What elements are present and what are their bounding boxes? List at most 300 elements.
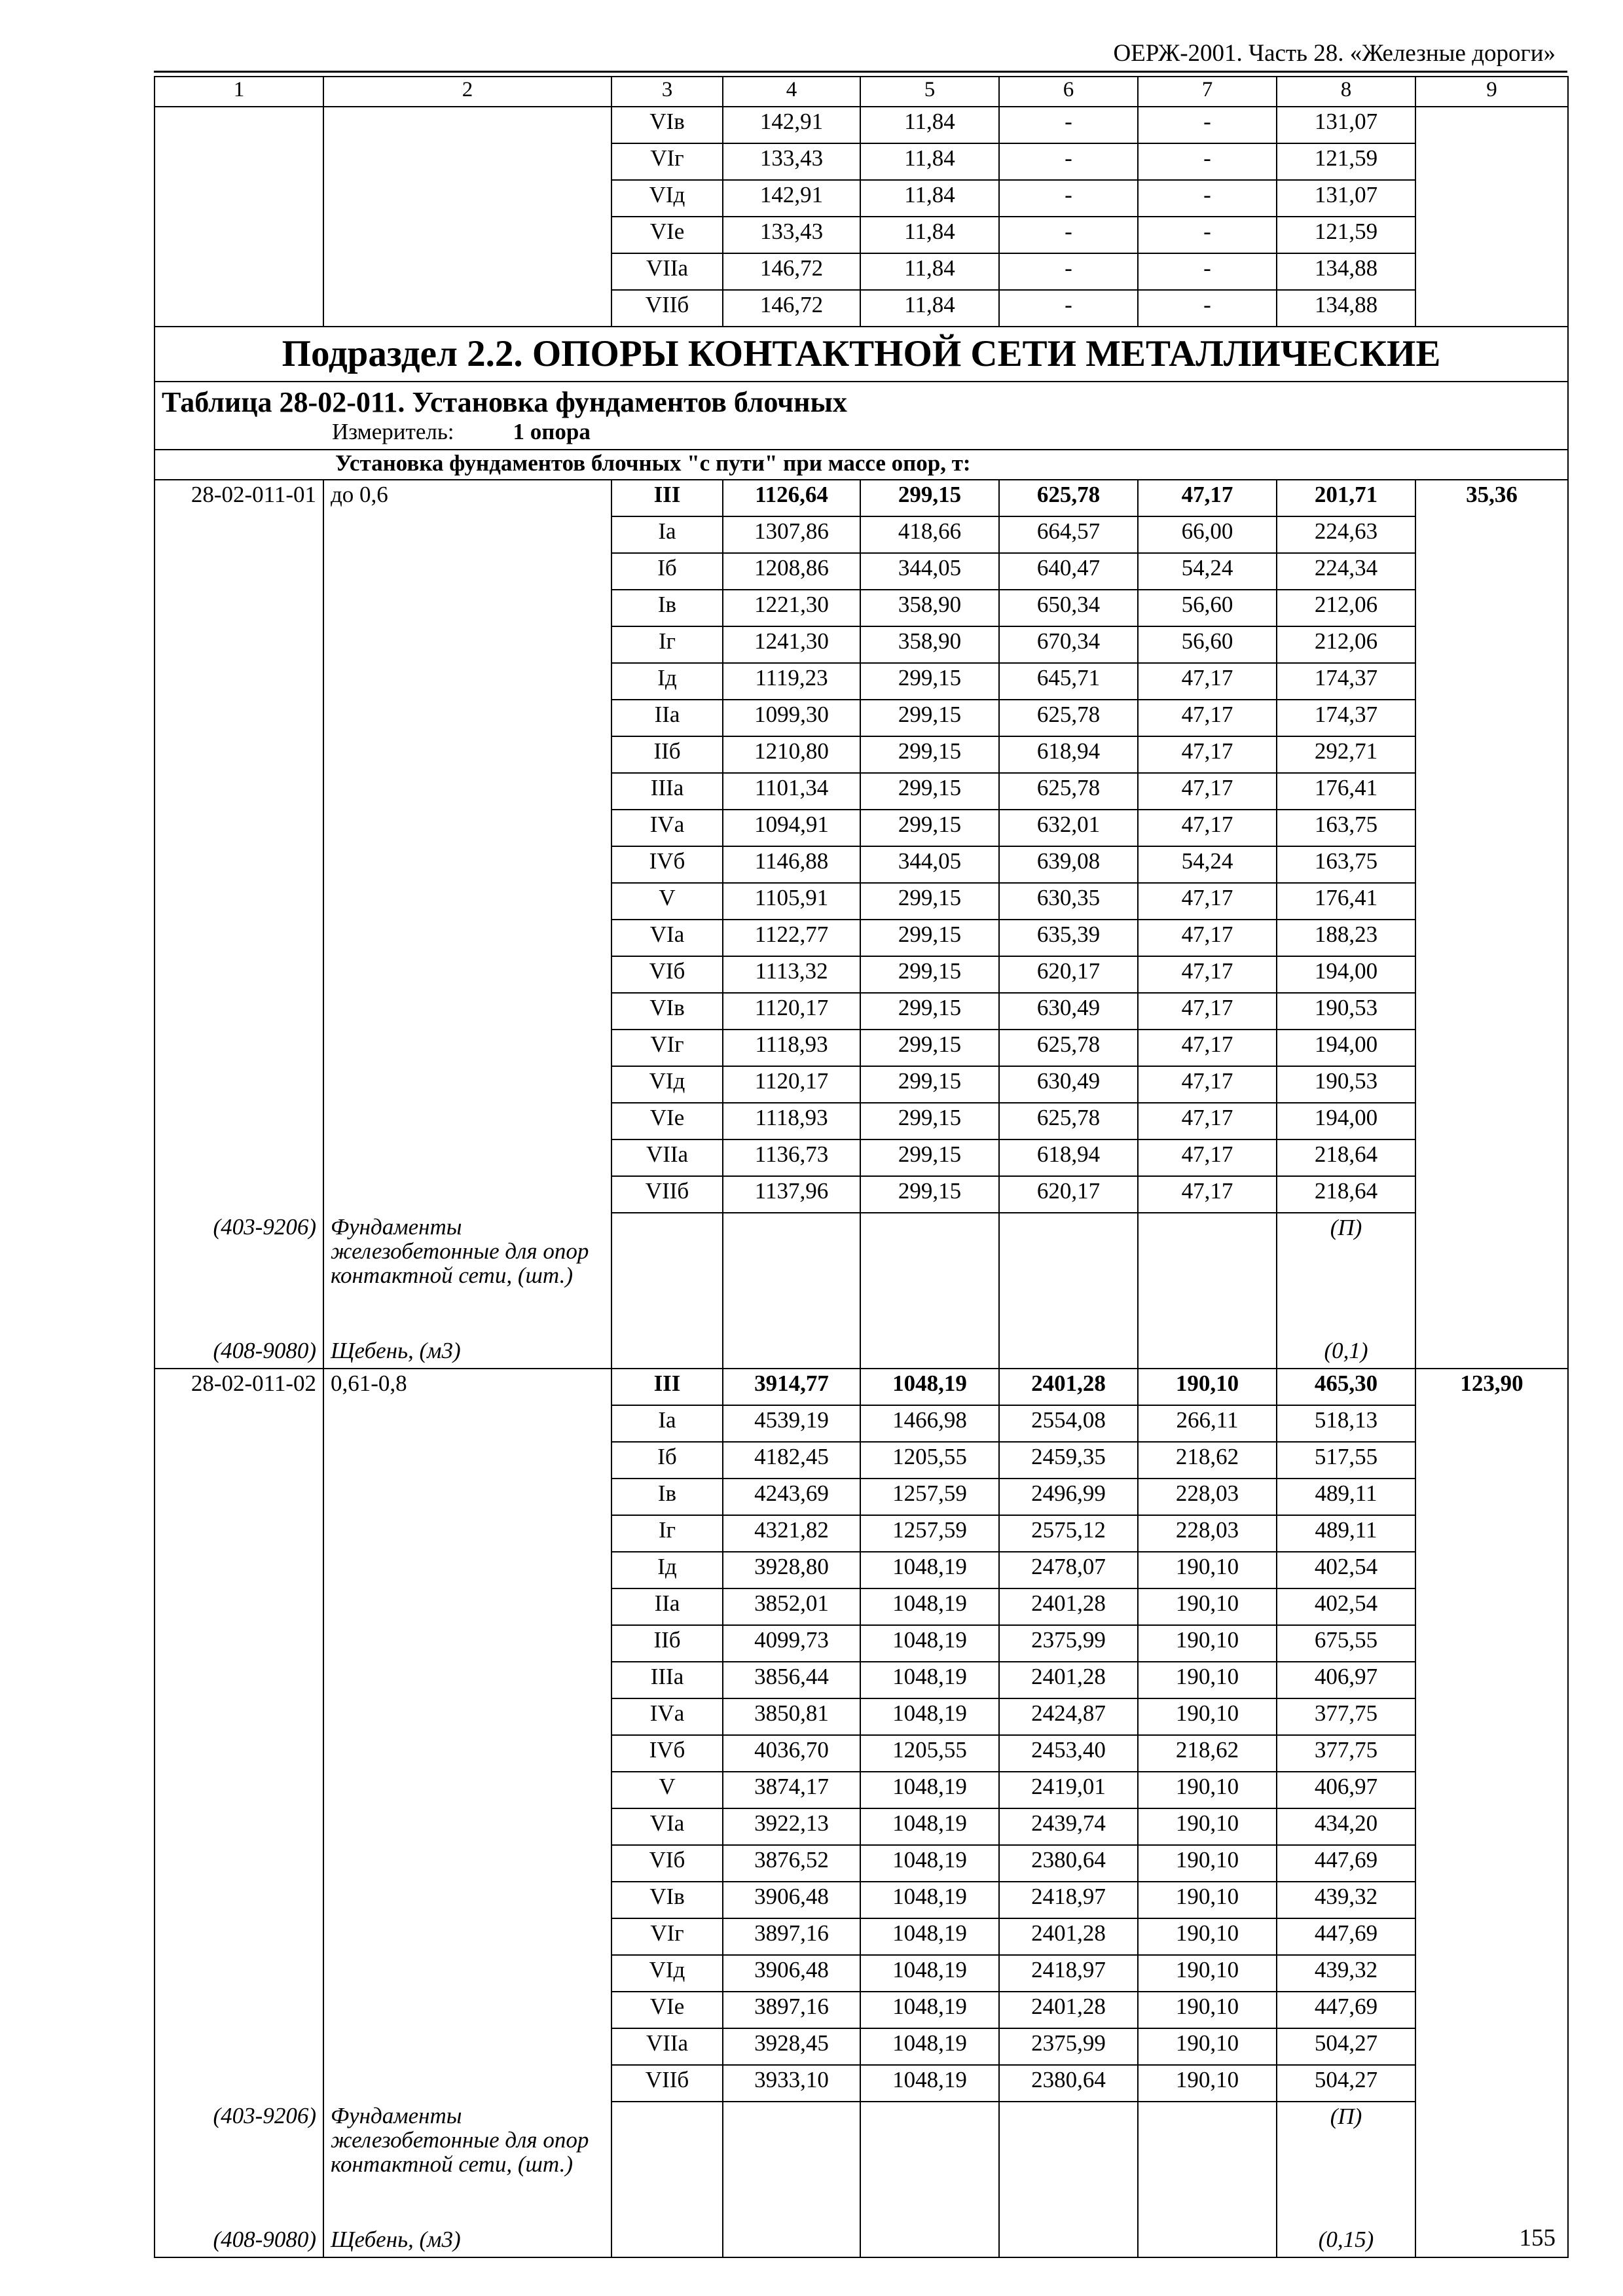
value-cell: 2575,12 xyxy=(999,1515,1138,1552)
rate-name xyxy=(323,773,611,810)
rate-name xyxy=(323,1882,611,1918)
value-cell: 47,17 xyxy=(1138,773,1277,810)
value-cell: 2424,87 xyxy=(999,1698,1138,1735)
material-row xyxy=(155,2225,1568,2257)
rate-code xyxy=(155,1955,323,1992)
value-cell: 54,24 xyxy=(1138,553,1277,590)
value-cell: 299,15 xyxy=(860,1103,999,1139)
value-cell: 190,53 xyxy=(1277,993,1415,1030)
empty-cell xyxy=(611,1336,723,1369)
column-number: 9 xyxy=(1415,77,1568,107)
value-cell: 439,32 xyxy=(1277,1955,1415,1992)
rate-name xyxy=(323,1955,611,1992)
rate-code xyxy=(155,180,323,217)
value-cell: 1120,17 xyxy=(723,1066,860,1103)
table-row xyxy=(155,1808,1568,1845)
rate-name xyxy=(323,1176,611,1213)
value-cell: 4539,19 xyxy=(723,1405,860,1442)
table-row xyxy=(155,107,1568,143)
value-cell: 1241,30 xyxy=(723,626,860,663)
rate-code xyxy=(155,1992,323,2028)
rate-code xyxy=(155,2065,323,2102)
rate-code xyxy=(155,993,323,1030)
header-rule xyxy=(154,71,1567,73)
rate-code xyxy=(155,1625,323,1662)
value-cell: - xyxy=(1138,253,1277,290)
col9-cell xyxy=(1415,1479,1568,1515)
value-cell: 299,15 xyxy=(860,700,999,736)
value-cell: 465,30 xyxy=(1277,1369,1415,1405)
rate-name xyxy=(323,1808,611,1845)
value-cell: 188,23 xyxy=(1277,920,1415,956)
value-cell: - xyxy=(1138,290,1277,327)
col9-cell xyxy=(1415,290,1568,327)
value-cell: 190,10 xyxy=(1138,1992,1277,2028)
value-cell: 190,10 xyxy=(1138,1918,1277,1955)
zone-cell: VIе xyxy=(611,1992,723,2028)
value-cell: 190,10 xyxy=(1138,1698,1277,1735)
table-row xyxy=(155,516,1568,553)
value-cell: 190,10 xyxy=(1138,1808,1277,1845)
zone-cell: Iа xyxy=(611,1405,723,1442)
value-cell: 131,07 xyxy=(1277,180,1415,217)
zone-cell: IIа xyxy=(611,700,723,736)
col9-cell xyxy=(1415,663,1568,700)
meter-label: Измеритель: xyxy=(332,420,454,444)
rate-name xyxy=(323,1515,611,1552)
value-cell: 625,78 xyxy=(999,773,1138,810)
rate-name xyxy=(323,2028,611,2065)
rate-name xyxy=(323,993,611,1030)
zone-cell: VIв xyxy=(611,107,723,143)
col9-cell xyxy=(1415,553,1568,590)
value-cell: 201,71 xyxy=(1277,480,1415,516)
zone-cell: VIв xyxy=(611,993,723,1030)
value-cell: 620,17 xyxy=(999,956,1138,993)
value-cell: 2439,74 xyxy=(999,1808,1138,1845)
value-cell: 1048,19 xyxy=(860,2065,999,2102)
value-cell: 228,03 xyxy=(1138,1479,1277,1515)
zone-cell: IIа xyxy=(611,1588,723,1625)
col9-cell xyxy=(1415,1103,1568,1139)
empty-cell xyxy=(1138,2102,1277,2225)
empty-cell xyxy=(1138,1336,1277,1369)
value-cell: 406,97 xyxy=(1277,1662,1415,1698)
rate-name xyxy=(323,1735,611,1772)
rate-name xyxy=(323,1698,611,1735)
value-cell: 11,84 xyxy=(860,180,999,217)
col9-cell xyxy=(1415,2065,1568,2102)
value-cell: 176,41 xyxy=(1277,883,1415,920)
rate-code xyxy=(155,1698,323,1735)
value-cell: 1048,19 xyxy=(860,1552,999,1588)
value-cell: - xyxy=(999,290,1138,327)
rate-name xyxy=(323,590,611,626)
rate-code xyxy=(155,1176,323,1213)
col9-cell xyxy=(1415,993,1568,1030)
rate-code xyxy=(155,1662,323,1698)
col9-cell xyxy=(1415,516,1568,553)
value-cell: 664,57 xyxy=(999,516,1138,553)
value-cell: 47,17 xyxy=(1138,810,1277,846)
rate-name xyxy=(323,700,611,736)
value-cell: 3922,13 xyxy=(723,1808,860,1845)
value-cell: 639,08 xyxy=(999,846,1138,883)
value-cell: 212,06 xyxy=(1277,626,1415,663)
zone-cell: VIд xyxy=(611,180,723,217)
value-cell: 1094,91 xyxy=(723,810,860,846)
table-title: Таблица 28-02-011. Установка фундаментов блочных xyxy=(155,382,1568,420)
value-cell: 620,17 xyxy=(999,1176,1138,1213)
value-cell: 47,17 xyxy=(1138,1176,1277,1213)
value-cell: 625,78 xyxy=(999,1030,1138,1066)
value-cell: 4243,69 xyxy=(723,1479,860,1515)
value-cell: 2401,28 xyxy=(999,1662,1138,1698)
empty-cell xyxy=(723,2102,860,2225)
value-cell: - xyxy=(999,217,1138,253)
value-cell: 1101,34 xyxy=(723,773,860,810)
empty-cell xyxy=(1415,1213,1568,1336)
rate-code xyxy=(155,1139,323,1176)
value-cell: 121,59 xyxy=(1277,143,1415,180)
value-cell: 2478,07 xyxy=(999,1552,1138,1588)
zone-cell: V xyxy=(611,1772,723,1808)
empty-cell xyxy=(723,1336,860,1369)
value-cell: 163,75 xyxy=(1277,846,1415,883)
rate-name: 0,61-0,8 xyxy=(323,1369,611,1405)
value-cell: 163,75 xyxy=(1277,810,1415,846)
rate-code xyxy=(155,663,323,700)
col9-cell: 123,90 xyxy=(1415,1369,1568,1405)
value-cell: 47,17 xyxy=(1138,1066,1277,1103)
value-cell: 4099,73 xyxy=(723,1625,860,1662)
value-cell: 630,35 xyxy=(999,883,1138,920)
rate-code xyxy=(155,253,323,290)
zone-cell: IVб xyxy=(611,846,723,883)
zone-cell: Iв xyxy=(611,590,723,626)
col9-cell xyxy=(1415,2028,1568,2065)
value-cell: 47,17 xyxy=(1138,480,1277,516)
empty-cell xyxy=(611,2102,723,2225)
value-cell: 66,00 xyxy=(1138,516,1277,553)
zone-cell: Iг xyxy=(611,626,723,663)
value-cell: 133,43 xyxy=(723,143,860,180)
value-cell: 2418,97 xyxy=(999,1882,1138,1918)
value-cell: 1119,23 xyxy=(723,663,860,700)
col9-cell xyxy=(1415,1808,1568,1845)
table-row xyxy=(155,180,1568,217)
empty-cell xyxy=(860,2225,999,2257)
zone-cell: Iа xyxy=(611,516,723,553)
value-cell: 1137,96 xyxy=(723,1176,860,1213)
value-cell: 1048,19 xyxy=(860,1992,999,2028)
material-value: (0,15) xyxy=(1277,2225,1415,2257)
value-cell: 2375,99 xyxy=(999,1625,1138,1662)
value-cell: 3856,44 xyxy=(723,1662,860,1698)
table-row xyxy=(155,956,1568,993)
rate-name xyxy=(323,1845,611,1882)
value-cell: 212,06 xyxy=(1277,590,1415,626)
rate-code xyxy=(155,883,323,920)
table-row xyxy=(155,1588,1568,1625)
value-cell: 194,00 xyxy=(1277,956,1415,993)
col9-cell xyxy=(1415,626,1568,663)
value-cell: 1120,17 xyxy=(723,993,860,1030)
rate-name xyxy=(323,846,611,883)
zone-cell: VIг xyxy=(611,143,723,180)
value-cell: 670,34 xyxy=(999,626,1138,663)
page-header: ОЕРЖ-2001. Часть 28. «Железные дороги» xyxy=(1113,40,1556,67)
material-code: (408-9080) xyxy=(155,2225,323,2257)
col9-cell xyxy=(1415,1066,1568,1103)
zone-cell: Iв xyxy=(611,1479,723,1515)
table-row xyxy=(155,1442,1568,1479)
rate-code xyxy=(155,1918,323,1955)
zone-cell: VIIа xyxy=(611,2028,723,2065)
rate-code xyxy=(155,626,323,663)
value-cell: 3876,52 xyxy=(723,1845,860,1882)
value-cell: 292,71 xyxy=(1277,736,1415,773)
value-cell: 56,60 xyxy=(1138,626,1277,663)
table-row xyxy=(155,480,1568,516)
table-row xyxy=(155,590,1568,626)
value-cell: 2496,99 xyxy=(999,1479,1138,1515)
col9-cell xyxy=(1415,1882,1568,1918)
table-row xyxy=(155,626,1568,663)
table-row xyxy=(155,253,1568,290)
value-cell: 2401,28 xyxy=(999,1918,1138,1955)
rate-code xyxy=(155,1442,323,1479)
rate-name xyxy=(323,253,611,290)
value-cell: 121,59 xyxy=(1277,217,1415,253)
rate-code xyxy=(155,1882,323,1918)
value-cell: 517,55 xyxy=(1277,1442,1415,1479)
rate-code xyxy=(155,143,323,180)
value-cell: 632,01 xyxy=(999,810,1138,846)
value-cell: 224,63 xyxy=(1277,516,1415,553)
value-cell: 625,78 xyxy=(999,700,1138,736)
zone-cell: III xyxy=(611,1369,723,1405)
column-number: 1 xyxy=(155,77,323,107)
column-number: 4 xyxy=(723,77,860,107)
rate-name xyxy=(323,1552,611,1588)
column-number-row xyxy=(155,77,1568,107)
column-number: 6 xyxy=(999,77,1138,107)
table-row xyxy=(155,1845,1568,1882)
value-cell: 299,15 xyxy=(860,810,999,846)
column-number: 3 xyxy=(611,77,723,107)
col9-cell xyxy=(1415,920,1568,956)
value-cell: 134,88 xyxy=(1277,290,1415,327)
value-cell: 2419,01 xyxy=(999,1772,1138,1808)
zone-cell: VIIа xyxy=(611,1139,723,1176)
rate-name xyxy=(323,626,611,663)
col9-cell xyxy=(1415,1955,1568,1992)
rate-name xyxy=(323,1030,611,1066)
column-number: 5 xyxy=(860,77,999,107)
value-cell: 434,20 xyxy=(1277,1808,1415,1845)
value-cell: 190,10 xyxy=(1138,1882,1277,1918)
rate-code xyxy=(155,1103,323,1139)
table-row xyxy=(155,1992,1568,2028)
rate-name xyxy=(323,883,611,920)
value-cell: 1048,19 xyxy=(860,2028,999,2065)
zone-cell: VIе xyxy=(611,1103,723,1139)
empty-cell xyxy=(1415,1336,1568,1369)
rate-name xyxy=(323,956,611,993)
table-row xyxy=(155,1103,1568,1139)
value-cell: 47,17 xyxy=(1138,956,1277,993)
zone-cell: Iд xyxy=(611,663,723,700)
table-row xyxy=(155,1955,1568,1992)
col9-cell xyxy=(1415,810,1568,846)
value-cell: 190,10 xyxy=(1138,1955,1277,1992)
rate-code xyxy=(155,773,323,810)
value-cell: 4182,45 xyxy=(723,1442,860,1479)
value-cell: 1048,19 xyxy=(860,1588,999,1625)
empty-cell xyxy=(611,2225,723,2257)
rate-code xyxy=(155,700,323,736)
value-cell: - xyxy=(999,107,1138,143)
value-cell: 650,34 xyxy=(999,590,1138,626)
empty-cell xyxy=(1415,2102,1568,2225)
table-row xyxy=(155,883,1568,920)
col9-cell xyxy=(1415,253,1568,290)
value-cell: 47,17 xyxy=(1138,920,1277,956)
value-cell: 418,66 xyxy=(860,516,999,553)
zone-cell: IVа xyxy=(611,810,723,846)
zone-cell: III xyxy=(611,480,723,516)
value-cell: 1048,19 xyxy=(860,1918,999,1955)
value-cell: 1257,59 xyxy=(860,1515,999,1552)
value-cell: 299,15 xyxy=(860,663,999,700)
value-cell: - xyxy=(1138,107,1277,143)
rate-name xyxy=(323,920,611,956)
value-cell: 3928,45 xyxy=(723,2028,860,2065)
value-cell: 406,97 xyxy=(1277,1772,1415,1808)
column-number: 8 xyxy=(1277,77,1415,107)
rate-name xyxy=(323,736,611,773)
rate-name xyxy=(323,217,611,253)
meter-row xyxy=(155,420,1568,450)
table-row xyxy=(155,1918,1568,1955)
table-row xyxy=(155,2028,1568,2065)
value-cell: 174,37 xyxy=(1277,700,1415,736)
value-cell: 635,39 xyxy=(999,920,1138,956)
value-cell: 402,54 xyxy=(1277,1552,1415,1588)
empty-cell xyxy=(999,1213,1138,1336)
material-name: Фундаменты железобетонные для опор контактной сети, (шт.) xyxy=(323,2102,611,2225)
table-row xyxy=(155,1698,1568,1735)
subtitle: Установка фундаментов блочных "с пути" при массе опор, т: xyxy=(155,450,1568,480)
column-number: 7 xyxy=(1138,77,1277,107)
rate-code xyxy=(155,1552,323,1588)
value-cell: 47,17 xyxy=(1138,993,1277,1030)
value-cell: 299,15 xyxy=(860,920,999,956)
rate-code xyxy=(155,553,323,590)
value-cell: 47,17 xyxy=(1138,1030,1277,1066)
table-row xyxy=(155,1369,1568,1405)
col9-cell xyxy=(1415,217,1568,253)
material-code: (403-9206) xyxy=(155,2102,323,2225)
rate-name xyxy=(323,663,611,700)
value-cell: 4321,82 xyxy=(723,1515,860,1552)
col9-cell xyxy=(1415,1588,1568,1625)
col9-cell xyxy=(1415,736,1568,773)
zone-cell: Iб xyxy=(611,553,723,590)
value-cell: 11,84 xyxy=(860,143,999,180)
col9-cell xyxy=(1415,590,1568,626)
rate-code xyxy=(155,1030,323,1066)
rate-name xyxy=(323,290,611,327)
material-row xyxy=(155,1213,1568,1336)
value-cell: 299,15 xyxy=(860,883,999,920)
col9-cell xyxy=(1415,1845,1568,1882)
zone-cell: VIг xyxy=(611,1030,723,1066)
material-value: (0,1) xyxy=(1277,1336,1415,1369)
value-cell: 224,34 xyxy=(1277,553,1415,590)
rate-code xyxy=(155,590,323,626)
value-cell: 1099,30 xyxy=(723,700,860,736)
rate-code xyxy=(155,920,323,956)
table-row xyxy=(155,1030,1568,1066)
rate-name xyxy=(323,1772,611,1808)
zone-cell: VIIб xyxy=(611,1176,723,1213)
value-cell: 299,15 xyxy=(860,1030,999,1066)
rate-code: 28-02-011-02 xyxy=(155,1369,323,1405)
rate-name xyxy=(323,1918,611,1955)
col9-cell xyxy=(1415,1992,1568,2028)
value-cell: - xyxy=(999,253,1138,290)
empty-cell xyxy=(1138,2225,1277,2257)
value-cell: 1105,91 xyxy=(723,883,860,920)
value-cell: 504,27 xyxy=(1277,2065,1415,2102)
rate-name xyxy=(323,1992,611,2028)
rate-code xyxy=(155,1515,323,1552)
value-cell: 2554,08 xyxy=(999,1405,1138,1442)
value-cell: - xyxy=(999,143,1138,180)
rates-table xyxy=(154,76,1569,2258)
value-cell: 2459,35 xyxy=(999,1442,1138,1479)
empty-cell xyxy=(860,1213,999,1336)
col9-cell xyxy=(1415,700,1568,736)
meter-value: 1 опора xyxy=(513,420,591,444)
value-cell: 1208,86 xyxy=(723,553,860,590)
value-cell: 675,55 xyxy=(1277,1625,1415,1662)
value-cell: 3874,17 xyxy=(723,1772,860,1808)
value-cell: 190,10 xyxy=(1138,2028,1277,2065)
col9-cell xyxy=(1415,143,1568,180)
rate-code xyxy=(155,290,323,327)
rate-name xyxy=(323,1139,611,1176)
value-cell: 190,10 xyxy=(1138,1369,1277,1405)
value-cell: 134,88 xyxy=(1277,253,1415,290)
value-cell: 625,78 xyxy=(999,480,1138,516)
value-cell: 1466,98 xyxy=(860,1405,999,1442)
rate-name xyxy=(323,1662,611,1698)
rate-code xyxy=(155,1735,323,1772)
rate-name xyxy=(323,1066,611,1103)
value-cell: 1048,19 xyxy=(860,1698,999,1735)
zone-cell: VIд xyxy=(611,1955,723,1992)
zone-cell: VIIб xyxy=(611,2065,723,2102)
value-cell: 3897,16 xyxy=(723,1992,860,2028)
value-cell: 299,15 xyxy=(860,1176,999,1213)
value-cell: 1122,77 xyxy=(723,920,860,956)
value-cell: 190,10 xyxy=(1138,1588,1277,1625)
col9-cell xyxy=(1415,1552,1568,1588)
value-cell: 266,11 xyxy=(1138,1405,1277,1442)
